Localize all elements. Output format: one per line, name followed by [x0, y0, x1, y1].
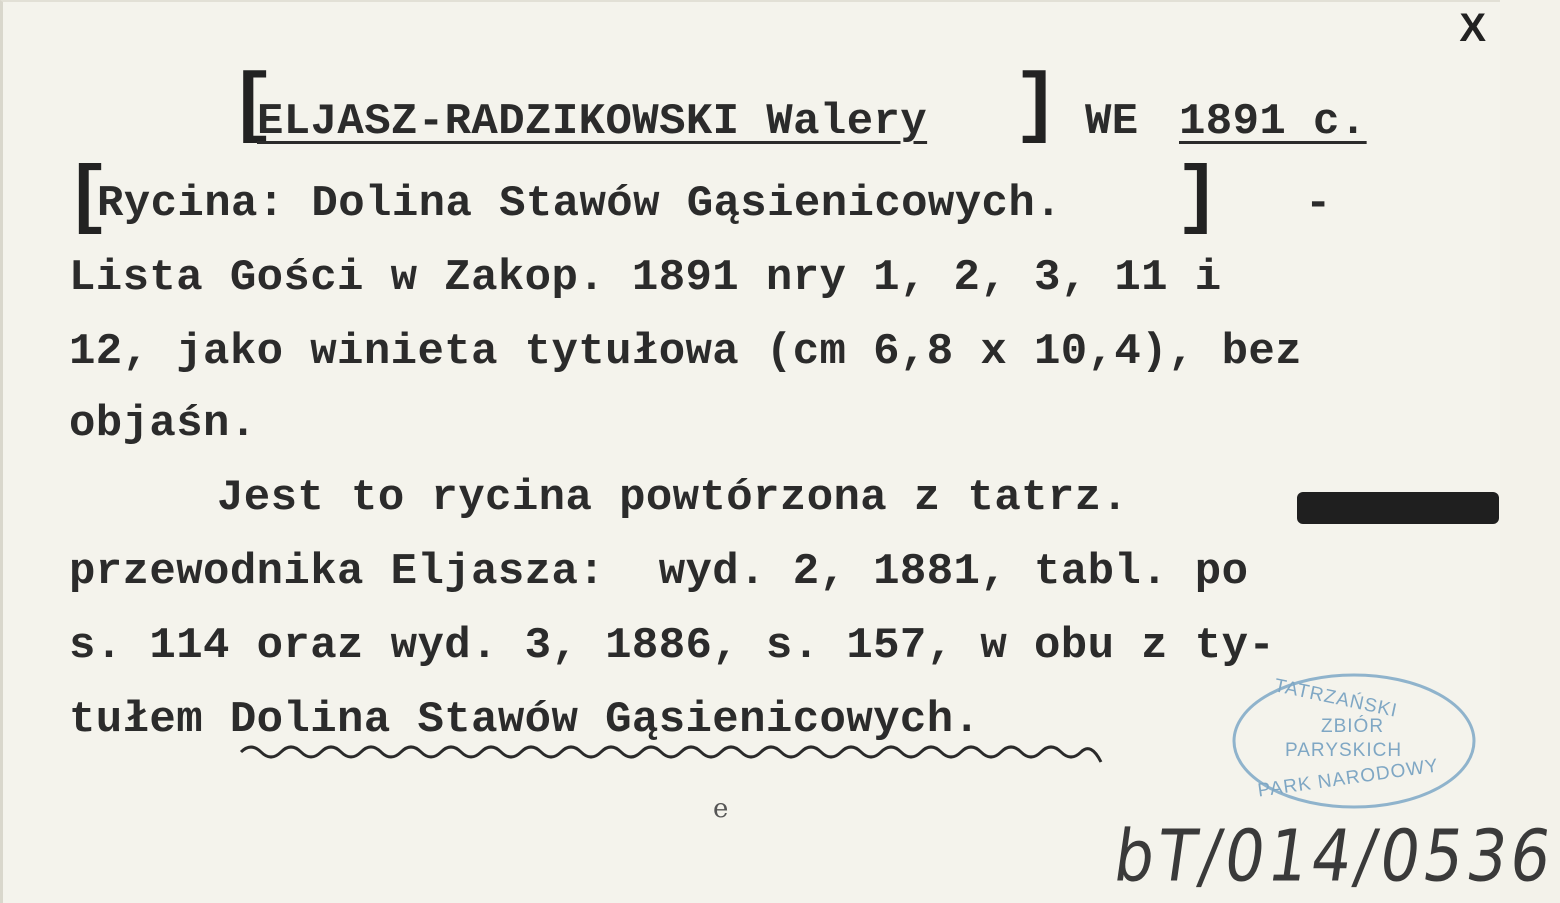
heading-author: ELJASZ-RADZIKOWSKI Walery — [257, 97, 928, 147]
line-lista-gosci: Lista Gości w Zakop. 1891 nry 1, 2, 3, 11 i — [69, 253, 1222, 303]
line-rycina: Rycina: Dolina Stawów Gąsienicowych. — [97, 179, 1062, 229]
line-tytulem — [69, 695, 981, 745]
line-rycina-dash: - — [1305, 179, 1332, 229]
heading-close-bracket: ] — [1013, 63, 1060, 151]
heading-year: 1891 c. — [1179, 97, 1367, 147]
line-winieta: 12, jako winieta tytułowa (cm 6,8 x 10,4), bez — [69, 327, 1302, 377]
redaction-mark — [1297, 492, 1499, 524]
line-s114: s. 114 oraz wyd. 3, 1886, s. 157, w obu z ty- — [69, 621, 1276, 671]
stamp-line-1: TATRZAŃSKI — [1272, 675, 1400, 722]
tytulem-prefix: tułem — [69, 695, 230, 745]
shelfmark-signature: bT/014/0536 — [1109, 814, 1560, 898]
line-przewodnika: przewodnika Eljasza: wyd. 2, 1881, tabl. po — [69, 547, 1249, 597]
stamp-line-2: ZBIÓR — [1321, 716, 1385, 737]
tytulem-title: Dolina Stawów Gąsienicowych. — [229, 695, 981, 745]
wavy-underline — [239, 740, 1109, 780]
stamp-line-3: PARYSKICH — [1285, 740, 1403, 761]
corner-mark: X — [1459, 6, 1486, 50]
stamp-line-4: PARK NARODOWY — [1256, 755, 1441, 802]
heading-open-bracket: [ — [229, 63, 276, 151]
small-mark: e — [713, 794, 729, 824]
title-open-bracket: [ — [65, 155, 111, 241]
title-close-bracket: ] — [1175, 155, 1221, 241]
heading-source: WE — [1085, 97, 1139, 147]
line-objasn: objaśn. — [69, 399, 257, 449]
line-jest-to: Jest to rycina powtórzona z tatrz. — [217, 473, 1129, 523]
